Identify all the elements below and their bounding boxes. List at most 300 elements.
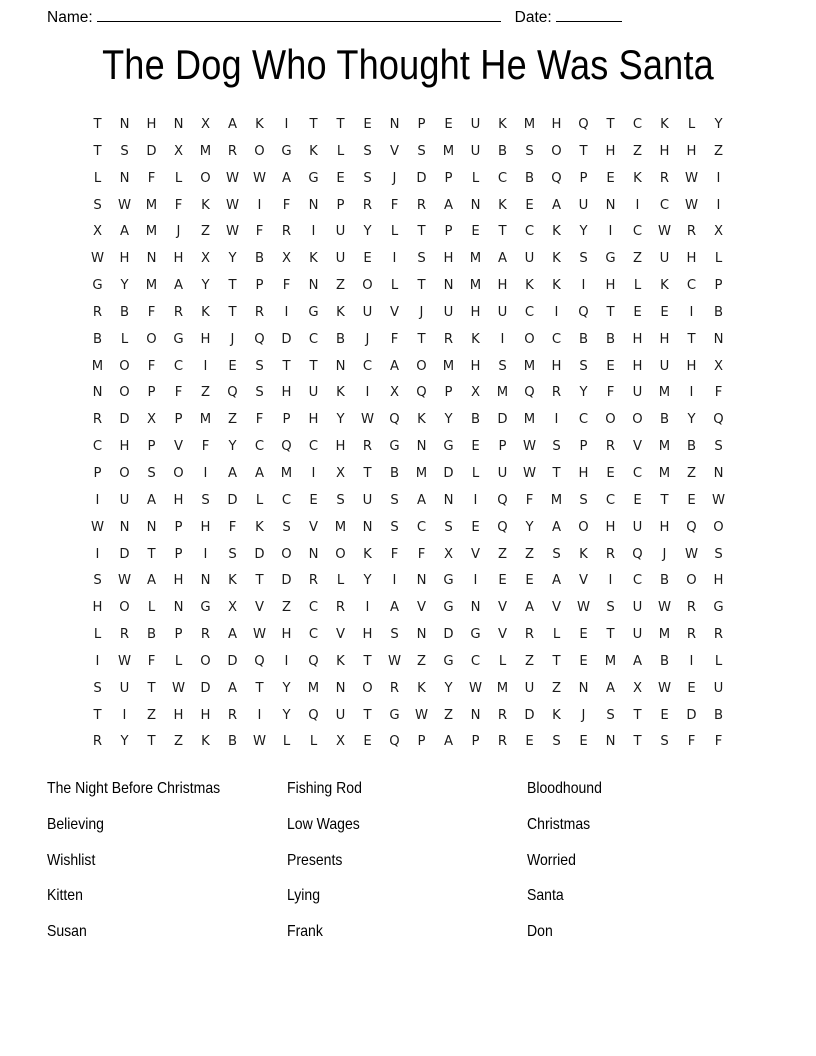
grid-cell[interactable]: I [554,304,559,320]
grid-cell[interactable]: Y [228,439,237,455]
grid-cell[interactable]: G [92,278,103,294]
grid-cell[interactable]: G [389,439,400,455]
word-bank-item[interactable]: Low Wages [287,815,360,833]
grid-cell[interactable]: W [657,224,672,240]
grid-cell[interactable]: T [606,304,615,320]
grid-cell[interactable]: L [336,573,345,589]
grid-cell[interactable]: Y [579,385,588,401]
grid-cell[interactable]: X [200,251,211,267]
grid-cell[interactable]: T [606,627,615,643]
grid-cell[interactable]: S [363,143,372,159]
grid-cell[interactable]: H [659,143,670,159]
grid-cell[interactable]: I [635,197,640,213]
grid-cell[interactable]: X [335,465,346,481]
grid-cell[interactable]: O [173,465,184,481]
grid-cell[interactable]: P [417,117,426,132]
grid-cell[interactable]: H [470,358,481,374]
grid-cell[interactable]: Z [632,251,643,267]
grid-cell[interactable]: F [390,546,399,562]
grid-cell[interactable]: N [146,251,157,267]
grid-cell[interactable]: L [93,170,102,186]
grid-cell[interactable]: W [657,680,672,696]
grid-cell[interactable]: M [199,143,212,159]
grid-cell[interactable]: I [95,492,100,508]
grid-cell[interactable]: L [174,170,183,186]
grid-cell[interactable]: W [522,465,537,481]
grid-cell[interactable]: T [93,117,102,132]
grid-cell[interactable]: B [524,170,535,186]
grid-cell[interactable]: Z [200,224,211,240]
grid-cell[interactable]: Y [363,573,372,589]
grid-cell[interactable]: Y [687,412,696,428]
grid-cell[interactable]: O [281,546,292,562]
grid-cell[interactable]: D [119,412,130,428]
grid-cell[interactable]: E [471,519,480,535]
grid-cell[interactable]: I [203,546,208,562]
grid-cell[interactable]: Z [524,546,535,562]
grid-cell[interactable]: L [687,117,696,132]
grid-cell[interactable]: I [500,331,505,347]
grid-cell[interactable]: K [471,331,480,347]
grid-cell[interactable]: K [498,197,507,213]
grid-cell[interactable]: B [254,251,265,267]
grid-cell[interactable]: T [282,358,291,374]
grid-cell[interactable]: R [524,627,535,643]
grid-cell[interactable]: D [227,492,238,508]
grid-cell[interactable]: R [281,224,292,240]
grid-cell[interactable]: F [714,734,723,750]
grid-cell[interactable]: J [662,546,667,562]
grid-cell[interactable]: G [308,304,319,320]
grid-cell[interactable]: T [417,331,426,347]
grid-cell[interactable]: Y [579,224,588,240]
grid-cell[interactable]: F [390,197,399,213]
grid-cell[interactable]: N [443,492,454,508]
grid-cell[interactable]: A [605,680,616,696]
grid-cell[interactable]: R [605,439,616,455]
grid-cell[interactable]: B [578,331,589,347]
grid-cell[interactable]: M [523,412,536,428]
grid-cell[interactable]: S [417,143,426,159]
grid-cell[interactable]: F [606,385,615,401]
grid-cell[interactable]: L [309,734,318,750]
grid-cell[interactable]: E [660,707,669,723]
grid-cell[interactable]: T [255,573,264,589]
grid-cell[interactable]: T [417,278,426,294]
grid-cell[interactable]: H [632,331,643,347]
grid-cell[interactable]: V [497,627,508,643]
word-bank-item[interactable]: Lying [287,887,321,905]
grid-cell[interactable]: X [227,600,238,616]
grid-cell[interactable]: R [389,680,400,696]
grid-cell[interactable]: W [171,680,186,696]
grid-cell[interactable]: U [497,465,508,481]
grid-cell[interactable]: E [363,117,372,132]
grid-cell[interactable]: F [228,519,237,535]
grid-cell[interactable]: A [173,278,184,294]
grid-cell[interactable]: U [362,492,373,508]
grid-cell[interactable]: G [443,600,454,616]
grid-cell[interactable]: U [335,224,346,240]
grid-cell[interactable]: R [497,707,508,723]
grid-cell[interactable]: N [416,439,427,455]
grid-cell[interactable]: N [146,519,157,535]
grid-cell[interactable]: H [605,143,616,159]
grid-cell[interactable]: F [255,224,264,240]
grid-cell[interactable]: B [389,465,400,481]
grid-cell[interactable]: R [335,600,346,616]
grid-cell[interactable]: H [308,412,319,428]
grid-cell[interactable]: H [335,439,346,455]
grid-cell[interactable]: V [389,143,400,159]
grid-cell[interactable]: S [390,519,399,535]
grid-cell[interactable]: E [525,734,534,750]
grid-cell[interactable]: Z [146,707,157,723]
grid-cell[interactable]: E [606,358,615,374]
grid-cell[interactable]: M [199,412,212,428]
grid-cell[interactable]: S [552,439,561,455]
grid-cell[interactable]: T [633,734,642,750]
grid-cell[interactable]: E [444,117,453,132]
grid-cell[interactable]: N [119,117,130,132]
grid-cell[interactable]: V [308,519,319,535]
grid-cell[interactable]: A [551,519,562,535]
grid-cell[interactable]: H [119,251,130,267]
grid-cell[interactable]: Y [444,412,453,428]
grid-cell[interactable]: X [443,546,454,562]
grid-cell[interactable]: S [201,492,210,508]
grid-cell[interactable]: T [363,653,372,669]
grid-cell[interactable]: C [551,331,562,347]
grid-cell[interactable]: F [174,385,183,401]
grid-cell[interactable]: S [606,600,615,616]
grid-cell[interactable]: B [713,304,724,320]
grid-cell[interactable]: Z [524,653,535,669]
grid-cell[interactable]: M [442,143,455,159]
grid-cell[interactable]: M [469,278,482,294]
grid-cell[interactable]: S [390,627,399,643]
grid-cell[interactable]: P [579,439,588,455]
grid-cell[interactable]: A [524,600,535,616]
grid-cell[interactable]: P [174,546,183,562]
grid-cell[interactable]: O [119,465,130,481]
grid-cell[interactable]: T [417,224,426,240]
grid-cell[interactable]: X [335,734,346,750]
grid-cell[interactable]: R [659,170,670,186]
grid-cell[interactable]: W [117,573,132,589]
grid-cell[interactable]: U [497,304,508,320]
grid-cell[interactable]: M [658,385,671,401]
grid-cell[interactable]: D [281,573,292,589]
grid-cell[interactable]: O [362,278,373,294]
grid-cell[interactable]: C [92,439,103,455]
grid-cell[interactable]: L [714,251,723,267]
grid-cell[interactable]: I [257,707,262,723]
grid-cell[interactable]: N [605,197,616,213]
grid-cell[interactable]: S [282,519,291,535]
grid-cell[interactable]: J [419,304,424,320]
grid-cell[interactable]: Z [686,465,697,481]
grid-cell[interactable]: K [417,680,426,696]
grid-cell[interactable]: H [686,251,697,267]
grid-cell[interactable]: L [714,653,723,669]
grid-cell[interactable]: G [281,143,292,159]
grid-cell[interactable]: H [713,573,724,589]
grid-cell[interactable]: H [686,358,697,374]
grid-cell[interactable]: M [145,197,158,213]
grid-cell[interactable]: K [552,278,561,294]
grid-cell[interactable]: G [200,600,211,616]
grid-cell[interactable]: I [284,653,289,669]
grid-cell[interactable]: F [282,197,291,213]
grid-cell[interactable]: B [605,331,616,347]
grid-cell[interactable]: A [389,358,400,374]
grid-cell[interactable]: U [119,492,130,508]
grid-cell[interactable]: R [92,304,103,320]
grid-cell[interactable]: V [632,439,643,455]
word-bank-item[interactable]: Susan [47,923,87,941]
grid-cell[interactable]: Q [308,707,319,723]
grid-cell[interactable]: F [525,492,534,508]
grid-cell[interactable]: N [470,707,481,723]
grid-cell[interactable]: Y [120,278,129,294]
grid-cell[interactable]: A [551,573,562,589]
grid-cell[interactable]: U [335,707,346,723]
grid-cell[interactable]: R [686,224,697,240]
grid-cell[interactable]: S [660,734,669,750]
grid-cell[interactable]: W [90,251,105,267]
grid-cell[interactable]: E [687,680,696,696]
grid-cell[interactable]: C [686,278,697,294]
grid-cell[interactable]: W [684,197,699,213]
grid-cell[interactable]: W [684,170,699,186]
grid-cell[interactable]: S [228,546,237,562]
grid-cell[interactable]: E [336,170,345,186]
grid-cell[interactable]: K [309,251,318,267]
grid-cell[interactable]: A [227,680,238,696]
grid-cell[interactable]: H [119,439,130,455]
grid-cell[interactable]: F [174,197,183,213]
grid-cell[interactable]: K [363,546,372,562]
grid-cell[interactable]: R [551,385,562,401]
grid-cell[interactable]: T [228,278,237,294]
grid-cell[interactable]: Q [578,304,589,320]
grid-cell[interactable]: A [497,251,508,267]
grid-cell[interactable]: S [525,143,534,159]
grid-cell[interactable]: G [713,600,724,616]
grid-cell[interactable]: Z [416,653,427,669]
grid-cell[interactable]: C [416,519,427,535]
grid-cell[interactable]: H [551,117,562,132]
grid-cell[interactable]: H [578,465,589,481]
grid-cell[interactable]: A [227,465,238,481]
grid-cell[interactable]: O [200,653,211,669]
grid-cell[interactable]: A [227,117,238,132]
grid-cell[interactable]: S [93,680,102,696]
grid-cell[interactable]: M [658,627,671,643]
grid-cell[interactable]: X [713,358,724,374]
grid-cell[interactable]: P [147,439,156,455]
grid-cell[interactable]: S [579,251,588,267]
grid-cell[interactable]: K [336,304,345,320]
word-bank-item[interactable]: Christmas [527,815,591,833]
grid-cell[interactable]: U [470,117,481,132]
grid-cell[interactable]: G [443,439,454,455]
grid-cell[interactable]: M [307,680,320,696]
grid-cell[interactable]: E [579,734,588,750]
grid-cell[interactable]: K [498,117,507,132]
grid-cell[interactable]: U [443,304,454,320]
grid-cell[interactable]: M [496,385,509,401]
grid-cell[interactable]: I [95,653,100,669]
grid-cell[interactable]: B [497,143,508,159]
grid-cell[interactable]: I [608,573,613,589]
grid-cell[interactable]: W [252,734,267,750]
grid-cell[interactable]: A [443,197,454,213]
grid-cell[interactable]: K [579,546,588,562]
grid-cell[interactable]: E [471,224,480,240]
grid-cell[interactable]: B [686,439,697,455]
grid-cell[interactable]: B [227,734,238,750]
word-bank-item[interactable]: Believing [47,815,104,833]
grid-cell[interactable]: E [606,465,615,481]
grid-cell[interactable]: E [687,492,696,508]
grid-cell[interactable]: V [470,546,481,562]
grid-cell[interactable]: Z [227,412,238,428]
grid-cell[interactable]: X [200,117,211,132]
grid-cell[interactable]: R [686,600,697,616]
grid-cell[interactable]: S [444,519,453,535]
grid-cell[interactable]: T [93,143,102,159]
grid-cell[interactable]: L [471,170,480,186]
grid-cell[interactable]: R [443,331,454,347]
grid-cell[interactable]: Y [201,278,210,294]
grid-cell[interactable]: W [468,680,483,696]
grid-cell[interactable]: Y [282,707,291,723]
grid-cell[interactable]: G [173,331,184,347]
grid-cell[interactable]: S [498,358,507,374]
grid-cell[interactable]: H [173,707,184,723]
grid-cell[interactable]: W [360,412,375,428]
grid-cell[interactable]: N [470,197,481,213]
grid-cell[interactable]: U [632,519,643,535]
grid-cell[interactable]: H [659,519,670,535]
grid-cell[interactable]: U [713,680,724,696]
grid-cell[interactable]: P [714,278,723,294]
grid-cell[interactable]: X [713,224,724,240]
grid-cell[interactable]: I [581,278,586,294]
grid-cell[interactable]: B [713,707,724,723]
grid-cell[interactable]: S [552,546,561,562]
grid-cell[interactable]: N [605,734,616,750]
grid-cell[interactable]: F [201,439,210,455]
grid-cell[interactable]: D [497,412,508,428]
grid-cell[interactable]: G [470,627,481,643]
grid-cell[interactable]: L [255,492,264,508]
grid-cell[interactable]: L [174,653,183,669]
grid-cell[interactable]: W [225,170,240,186]
grid-cell[interactable]: Y [714,117,723,132]
grid-cell[interactable]: C [632,465,643,481]
grid-cell[interactable]: C [524,304,535,320]
grid-cell[interactable]: E [633,492,642,508]
grid-cell[interactable]: B [659,653,670,669]
grid-cell[interactable]: L [147,600,156,616]
grid-cell[interactable]: Y [228,251,237,267]
grid-cell[interactable]: J [230,331,235,347]
grid-cell[interactable]: N [443,278,454,294]
grid-cell[interactable]: T [147,546,156,562]
word-bank-item[interactable]: Don [527,923,553,941]
grid-cell[interactable]: P [444,385,453,401]
grid-cell[interactable]: T [255,680,264,696]
grid-cell[interactable]: Q [308,653,319,669]
grid-cell[interactable]: P [174,519,183,535]
grid-cell[interactable]: L [336,143,345,159]
grid-cell[interactable]: N [335,358,346,374]
grid-cell[interactable]: C [524,224,535,240]
grid-cell[interactable]: U [632,627,643,643]
grid-cell[interactable]: K [255,519,264,535]
grid-cell[interactable]: L [120,331,129,347]
grid-cell[interactable]: E [471,439,480,455]
grid-cell[interactable]: N [335,680,346,696]
grid-cell[interactable]: I [284,117,289,132]
grid-cell[interactable]: R [254,304,265,320]
grid-cell[interactable]: U [335,251,346,267]
grid-cell[interactable]: E [309,492,318,508]
grid-cell[interactable]: Z [173,734,184,750]
grid-cell[interactable]: K [552,224,561,240]
grid-cell[interactable]: U [578,197,589,213]
grid-cell[interactable]: X [470,385,481,401]
grid-cell[interactable]: I [203,465,208,481]
grid-cell[interactable]: I [122,707,127,723]
grid-cell[interactable]: T [363,465,372,481]
grid-cell[interactable]: X [389,385,400,401]
grid-cell[interactable]: M [442,358,455,374]
grid-cell[interactable]: P [417,734,426,750]
grid-cell[interactable]: K [201,734,210,750]
grid-cell[interactable]: L [390,224,399,240]
word-bank-item[interactable]: Worried [527,851,576,869]
grid-cell[interactable]: O [119,358,130,374]
grid-cell[interactable]: P [255,278,264,294]
grid-cell[interactable]: F [147,304,156,320]
grid-cell[interactable]: W [657,600,672,616]
grid-cell[interactable]: M [523,358,536,374]
grid-cell[interactable]: K [336,653,345,669]
grid-cell[interactable]: F [390,331,399,347]
grid-cell[interactable]: R [713,627,724,643]
grid-cell[interactable]: C [632,117,643,132]
grid-cell[interactable]: O [713,519,724,535]
grid-cell[interactable]: Q [389,412,400,428]
grid-cell[interactable]: L [498,653,507,669]
grid-cell[interactable]: G [308,170,319,186]
grid-cell[interactable]: Y [336,412,345,428]
word-bank-item[interactable]: Santa [527,887,564,905]
grid-cell[interactable]: B [659,412,670,428]
grid-cell[interactable]: R [227,707,238,723]
grid-cell[interactable]: I [689,304,694,320]
grid-cell[interactable]: L [282,734,291,750]
grid-cell[interactable]: A [281,170,292,186]
grid-cell[interactable]: V [254,600,265,616]
grid-cell[interactable]: Z [551,680,562,696]
grid-cell[interactable]: E [363,734,372,750]
grid-cell[interactable]: S [714,439,723,455]
